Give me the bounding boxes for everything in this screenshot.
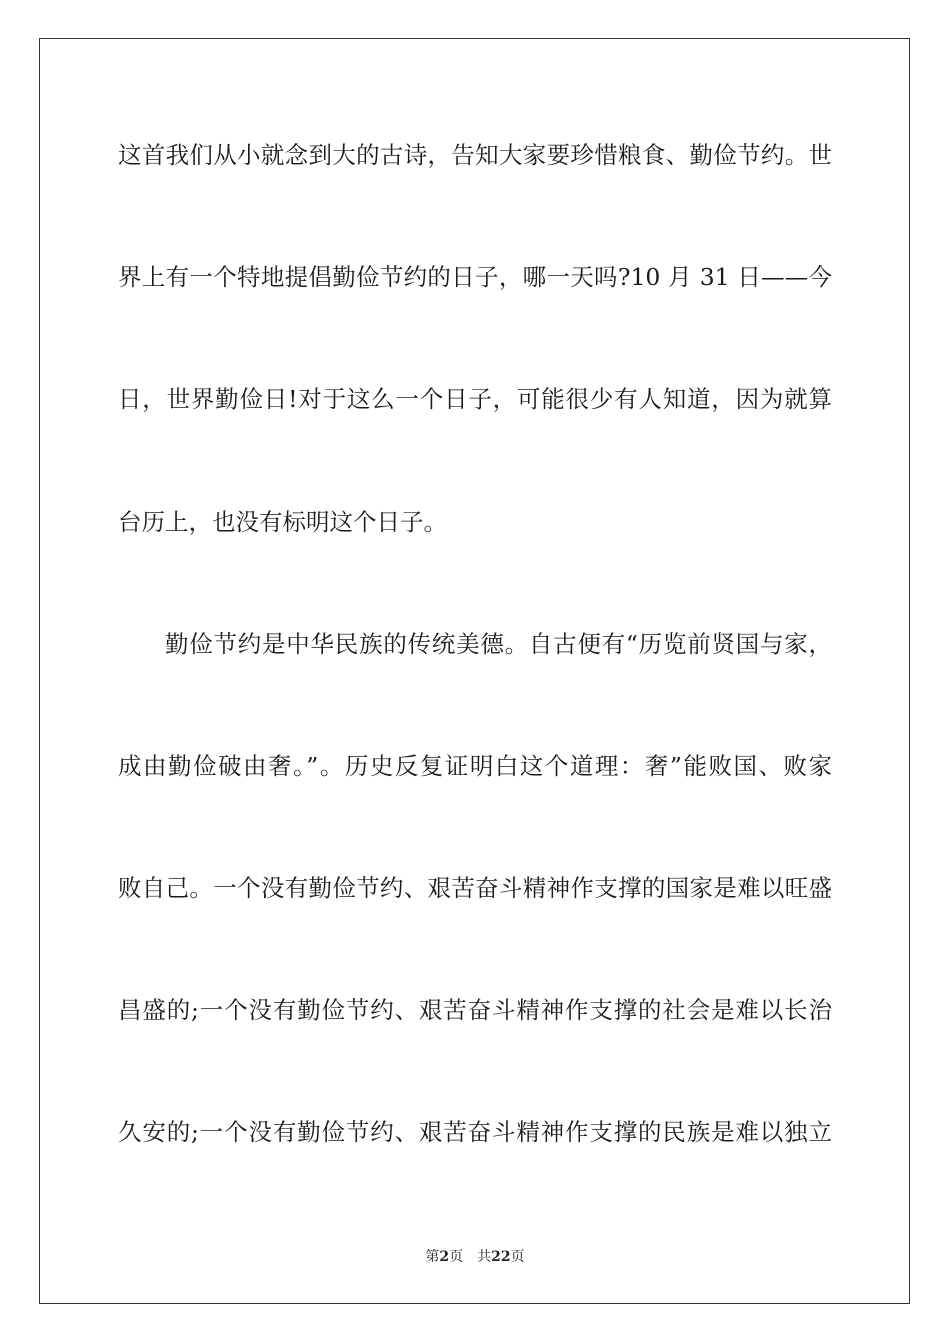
page-border	[39, 38, 910, 1304]
footer-page-number: 2	[439, 1249, 450, 1265]
body-line-6: 成由勤俭破由奢。”。历史反复证明白这个道理：奢”能败国、败家	[118, 752, 832, 780]
body-line-7: 败自己。一个没有勤俭节约、艰苦奋斗精神作支撑的国家是难以旺盛	[118, 874, 832, 902]
body-line-4: 台历上，也没有标明这个日子。	[118, 508, 447, 536]
footer-total-prefix: 共	[477, 1249, 492, 1265]
footer-page-prefix: 第	[425, 1249, 440, 1265]
body-line-9: 久安的;一个没有勤俭节约、艰苦奋斗精神作支撑的民族是难以独立	[118, 1118, 832, 1146]
page-footer	[0, 1246, 950, 1266]
footer-total-suffix: 页	[510, 1249, 525, 1265]
body-line-3: 日，世界勤俭日!对于这么一个日子，可能很少有人知道，因为就算	[118, 385, 832, 413]
body-line-2: 界上有一个特地提倡勤俭节约的日子，哪一天吗?10 月 31 日——今	[118, 263, 832, 291]
footer-total-pages: 22	[491, 1249, 511, 1265]
footer-page-suffix: 页	[449, 1249, 464, 1265]
body-line-1: 这首我们从小就念到大的古诗，告知大家要珍惜粮食、勤俭节约。世	[118, 141, 832, 169]
body-line-5: 勤俭节约是中华民族的传统美德。自古便有“历览前贤国与家，	[165, 630, 832, 658]
body-line-8: 昌盛的;一个没有勤俭节约、艰苦奋斗精神作支撑的社会是难以长治	[118, 996, 832, 1024]
